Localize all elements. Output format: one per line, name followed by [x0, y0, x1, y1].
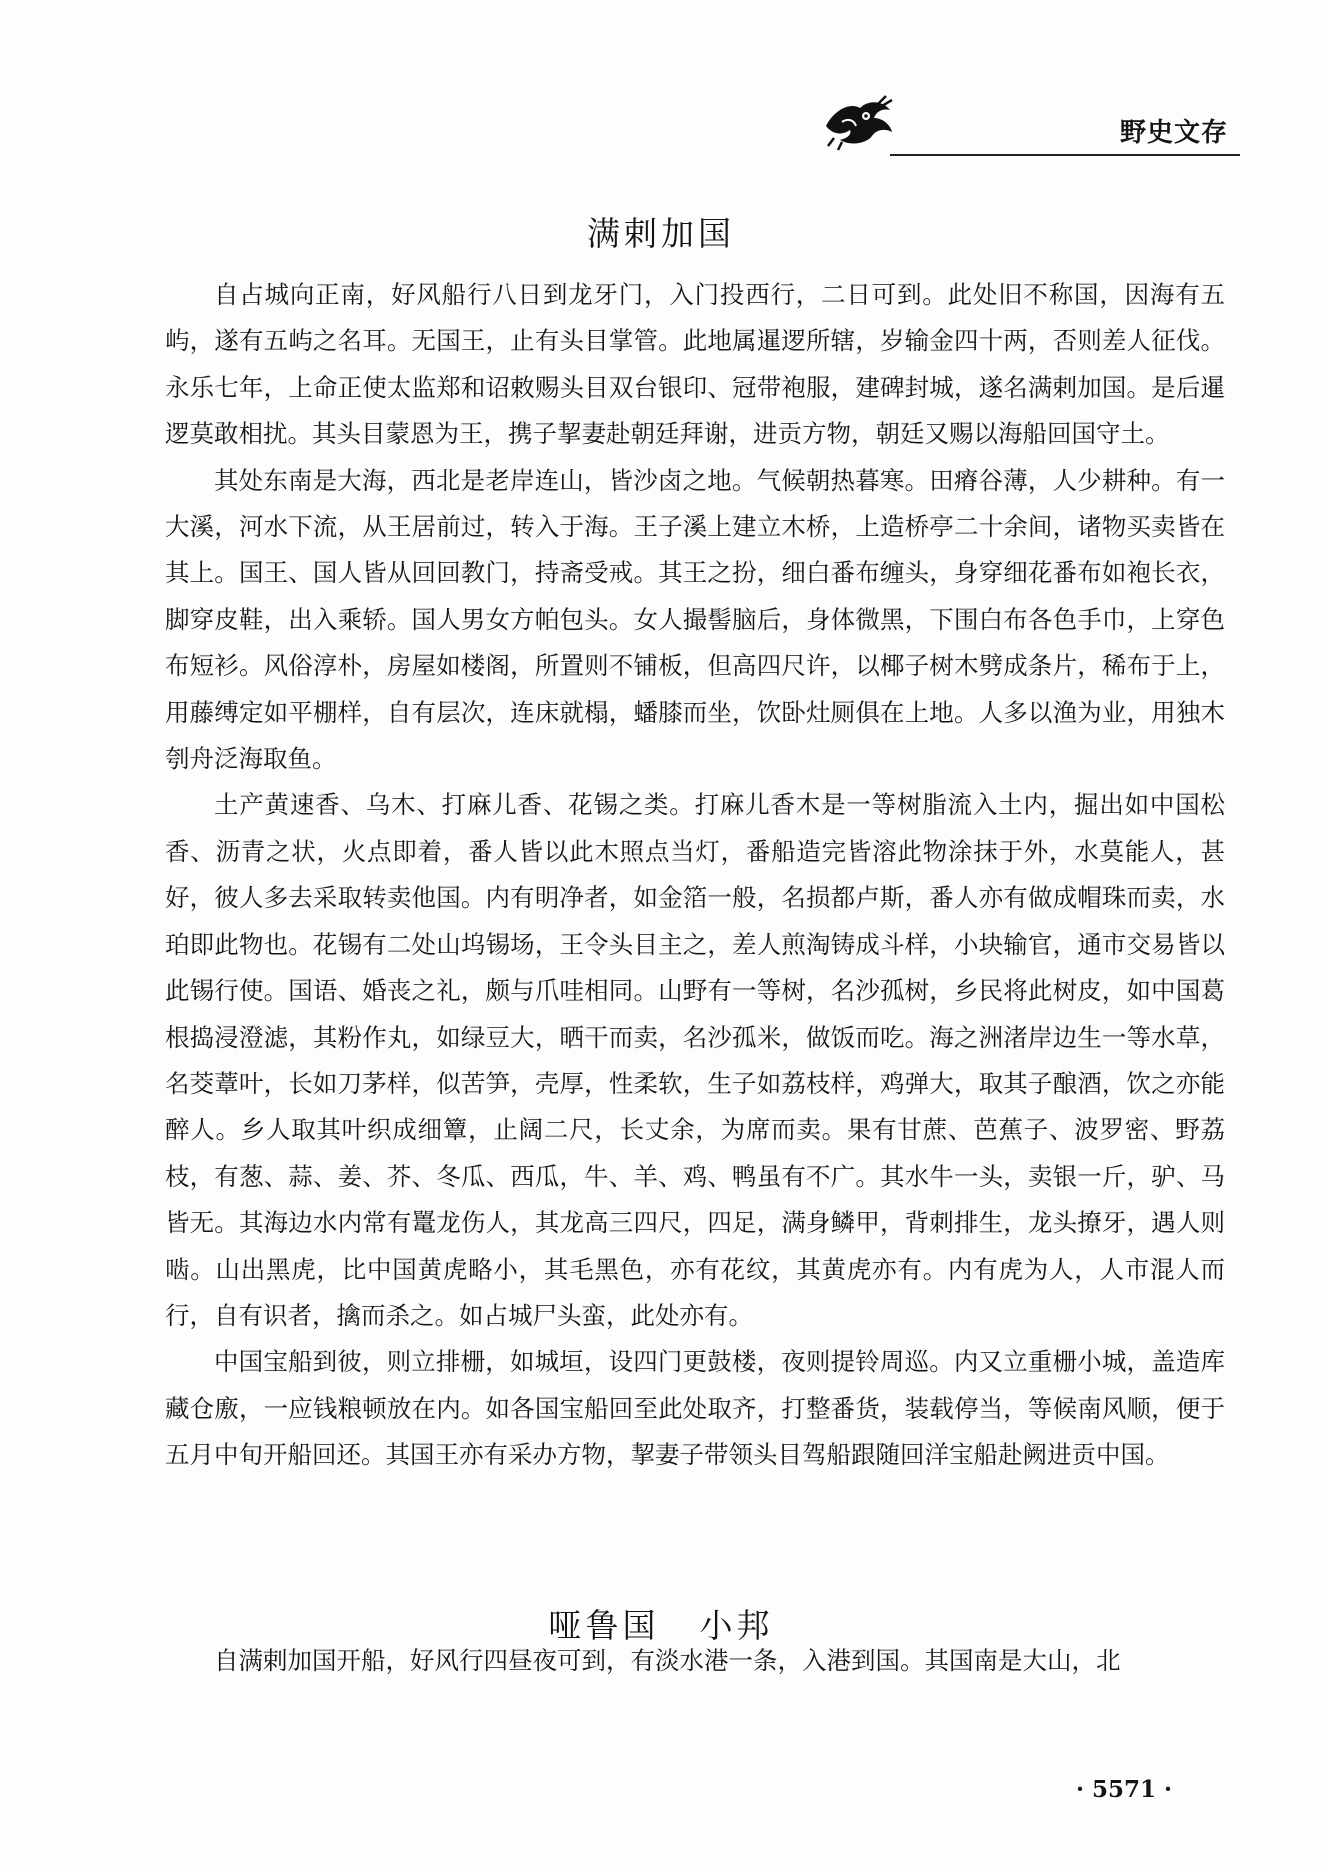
header-title: 野史文存: [1119, 118, 1228, 148]
dragon-emblem-icon: [820, 92, 898, 152]
paragraph: 其处东南是大海，西北是老岸连山，皆沙卤之地。气候朝热暮寒。田瘠谷薄，人少耕种。有一大溪，河水下流，从王居前过，转入于海。王子溪上建立木桥，上造桥亭二十余间，诸物买卖皆在其上。国王、国人皆从回回教门，持斋受戒。其王之扮，细白番布缠头，身穿细花番布如袍长衣，脚穿皮鞋，出入乘轿。国人男女方帕包头。女人撮髻脑后，身体微黑，下围白布各色手巾，上穿色布短衫。风俗淳朴，房屋如楼阁，所置则不铺板，但高四尺许，以椰子树木劈成条片，稀布于上，用藤缚定如平棚样，自有层次，连床就榻，蟠膝而坐，饮卧灶厕俱在上地。人多以渔为业，用独木刳舟泛海取鱼。: [165, 465, 1225, 774]
paragraph: 土产黄速香、乌木、打麻儿香、花锡之类。打麻儿香木是一等树脂流入土内，掘出如中国松香、沥青之状，火点即着，番人皆以此木照点当灯，番船造完皆溶此物涂抹于外，水莫能人，甚好，彼人多去采取转卖他国。内有明净者，如金箔一般，名损都卢斯，番人亦有做成帽珠而卖，水珀即此物也。花锡有二处山坞锡场，王令头目主之，差人煎淘铸成斗样，小块输官，通市交易皆以此锡行使。国语、婚丧之礼，颇与爪哇相同。山野有一等树，名沙孤树，乡民将此树皮，如中国葛根捣浸澄滤，其粉作丸，如绿豆大，晒干而卖，名沙孤米，做饭而吃。海之洲渚岸边生一等水草，名茭蔁叶，长如刀茅样，似苦笋，壳厚，性柔软，生子如荔枝样，鸡弹大，取其子酿酒，饮之亦能醉人。乡人取其叶织成细簟，止阔二尺，长丈余，为席而卖。果有甘蔗、芭蕉子、波罗密、野荔枝，有葱、蒜、姜、芥、冬瓜、西瓜，牛、羊、鸡、鸭虽有不广。其水牛一头，卖银一斤，驴、马皆无。其海边水内常有鼍龙伤人，其龙高三四尺，四足，满身鳞甲，背刺排生，龙头撩牙，遇人则啮。山出黑虎，比中国黄虎略小，其毛黑色，亦有花纹，其黄虎亦有。内有虎为人，人市混人而行，自有识者，擒而杀之。如占城尸头蛮，此处亦有。: [165, 790, 1225, 1330]
header-rule: [890, 154, 1240, 156]
paragraph: 自满剌加国开船，好风行四昼夜可到，有淡水港一条，入港到国。其国南是大山，北: [214, 1646, 1121, 1675]
section-title-aru-subtitle: 小邦: [699, 1606, 774, 1645]
paragraph: 中国宝船到彼，则立排栅，如城垣，设四门更鼓楼，夜则提铃周巡。内又立重栅小城，盖造库藏仓廒，一应钱粮顿放在内。如各国宝船回至此处取齐，打整番货，装载停当，等候南风顺，便于五月中旬开船回还。其国王亦有采办方物，挈妻子带领头目驾船跟随回洋宝船赴阙进贡中国。: [165, 1347, 1225, 1470]
section-body-malacca: [165, 272, 1225, 1479]
section-title-malacca: 满剌加国: [587, 214, 735, 253]
section-title-aru-name: 哑鲁国: [548, 1606, 660, 1645]
page-header: [820, 88, 1240, 158]
section-body-aru: [165, 1638, 1225, 1684]
page-number: · 5571 ·: [1075, 1776, 1172, 1803]
paragraph: 自占城向正南，好风船行八日到龙牙门，入门投西行，二日可到。此处旧不称国，因海有五屿，遂有五屿之名耳。无国王，止有头目掌管。此地属暹逻所辖，岁输金四十两，否则差人征伐。永乐七年，上命正使太监郑和诏敕赐头目双台银印、冠带袍服，建碑封城，遂名满剌加国。是后暹逻莫敢相扰。其头目蒙恩为王，携子挈妻赴朝廷拜谢，进贡方物，朝廷又赐以海船回国守土。: [165, 280, 1225, 449]
